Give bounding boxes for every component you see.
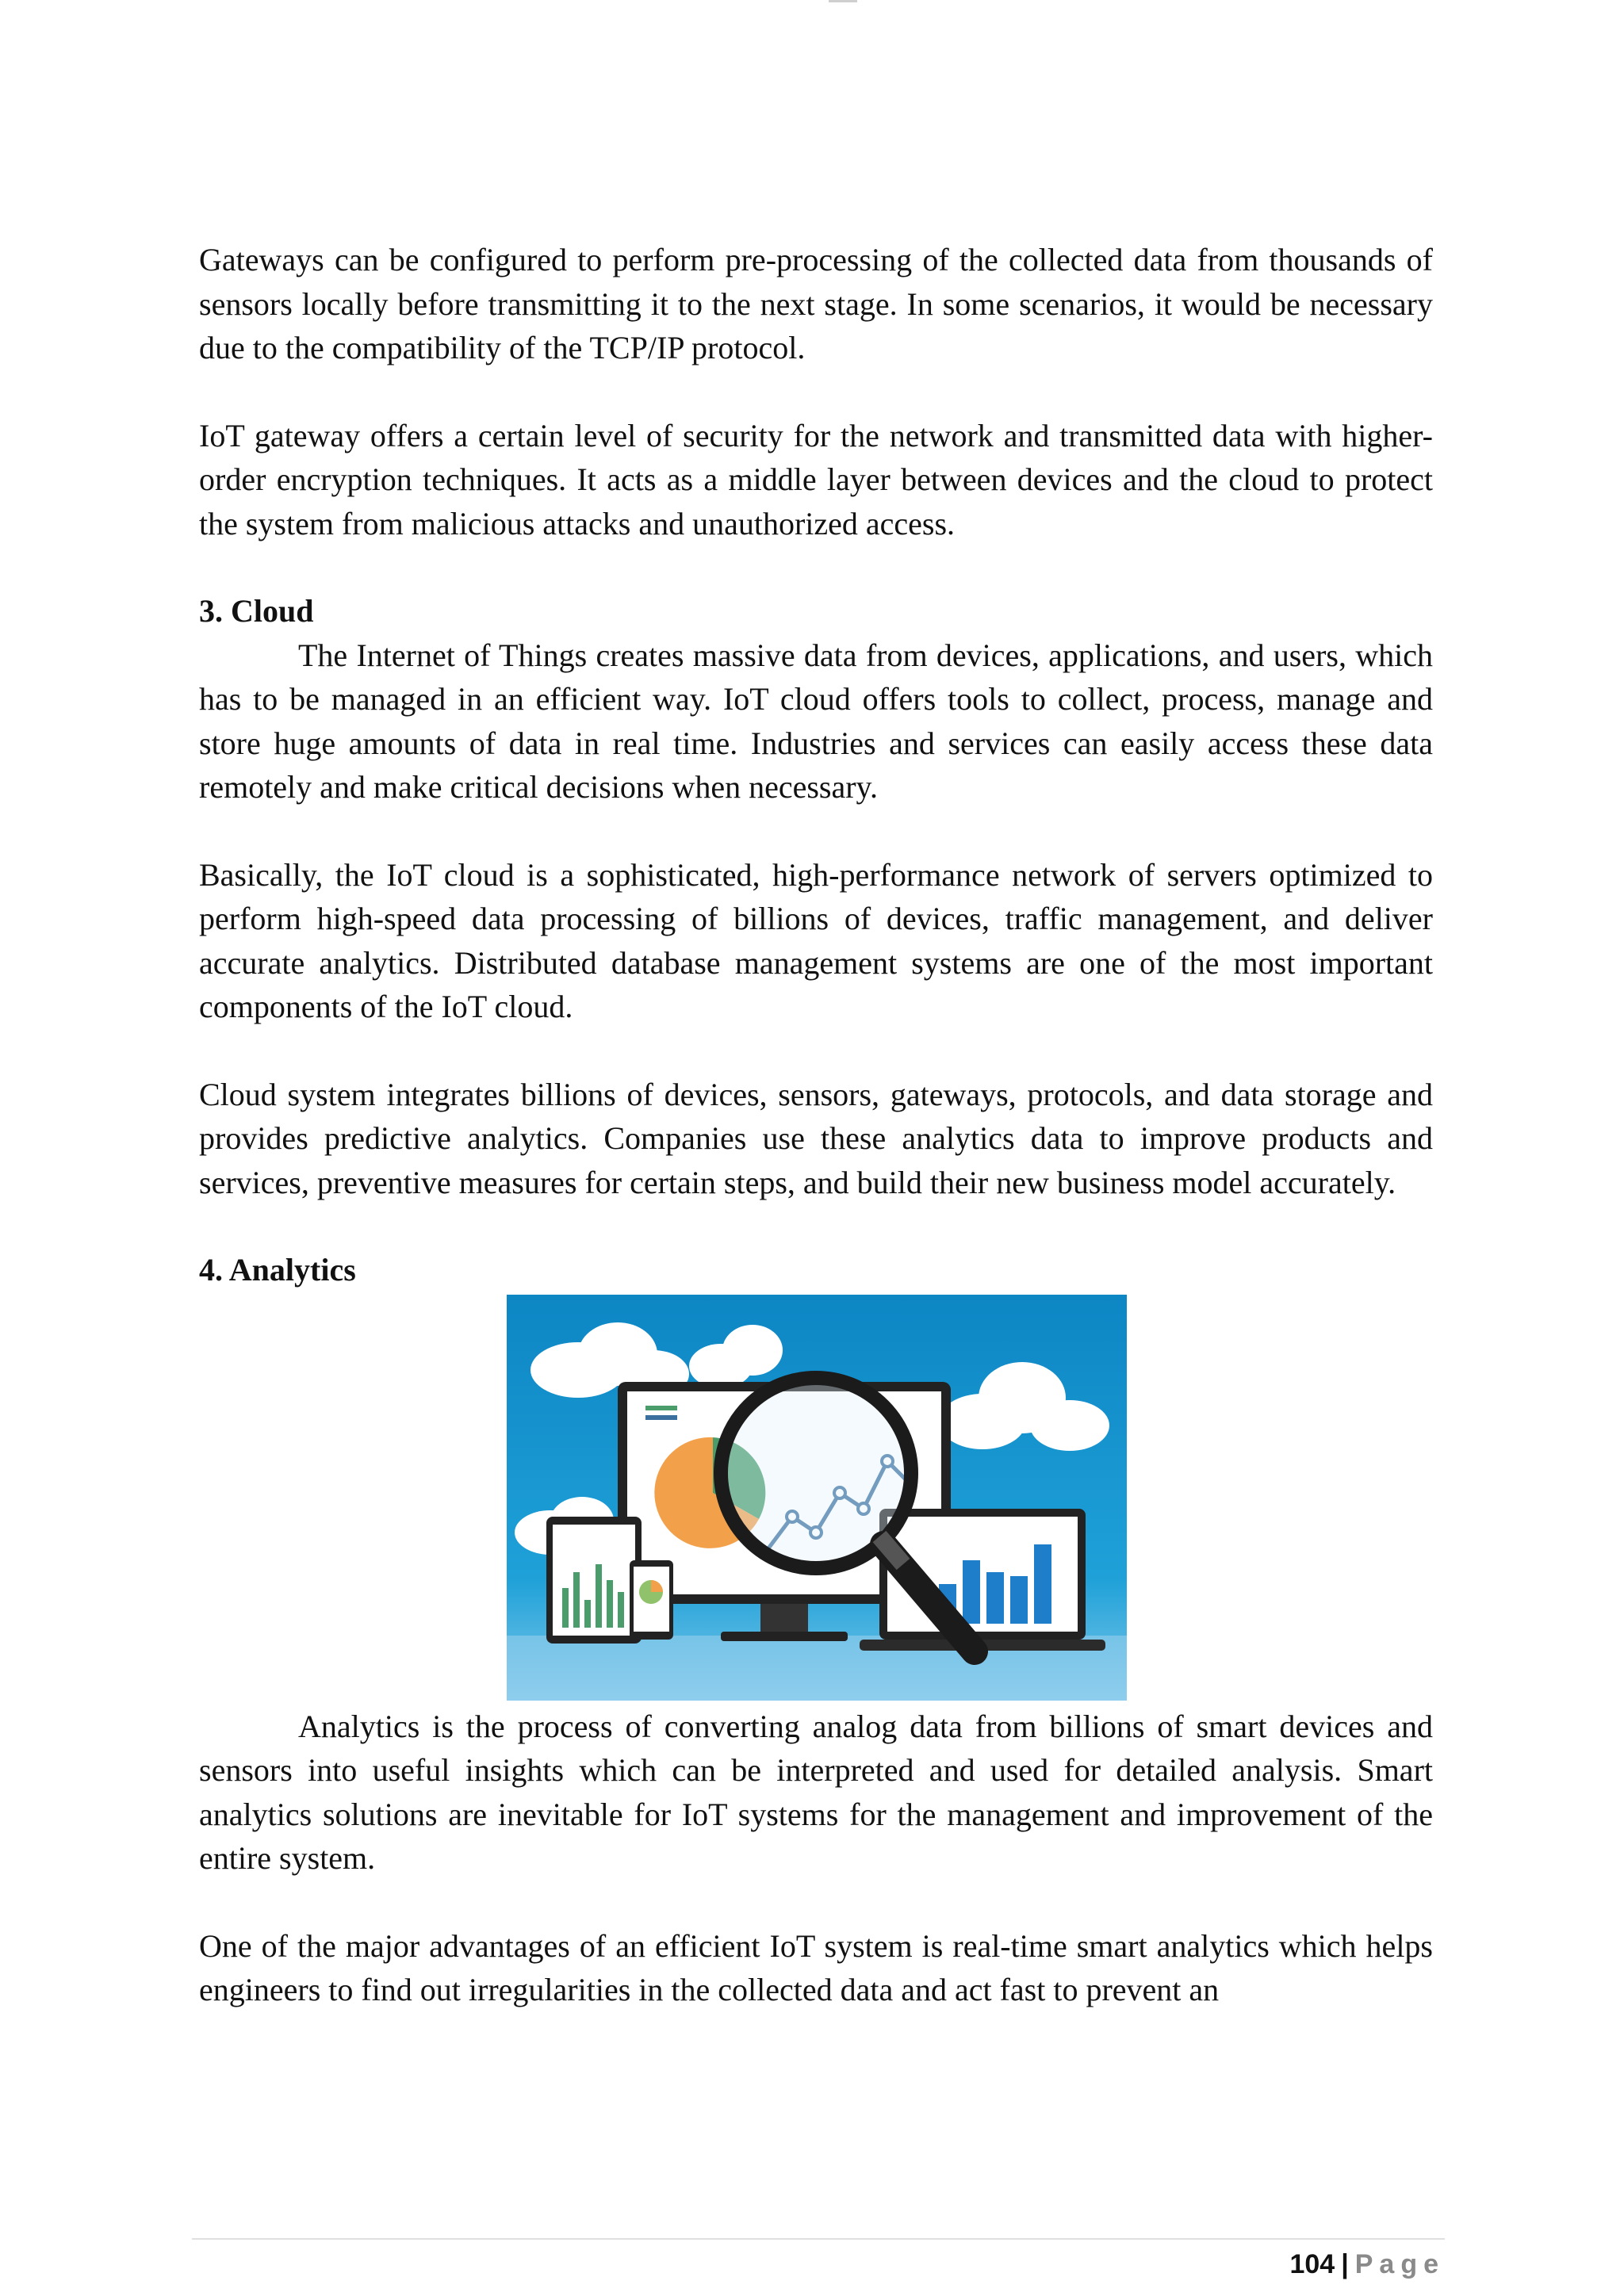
page-number: 104: [1289, 2249, 1335, 2279]
paragraph-analytics-advantages: One of the major advantages of an efficient IoT system is real-time smart analytics which helps engineers to find out irregularities in the collected data and act fast to prevent an: [199, 1927, 1433, 2007]
page-footer: [1289, 2249, 1445, 2280]
analytics-illustration: [507, 1295, 1127, 1701]
figure-container: [199, 1295, 1433, 1701]
paragraph-cloud-integration: Cloud system integrates billions of devices, sensors, gateways, protocols, and data storage and provides predictive analytics. Companies use these analytics data to improve products and services, preventive measures for certain steps, and build their new business model accurately.: [199, 1076, 1433, 1200]
page-content: [199, 238, 1433, 2056]
tablet-icon: [546, 1517, 642, 1644]
paragraph-cloud-intro: The Internet of Things creates massive data from devices, applications, and users, which has to be managed in an efficient way. IoT cloud offers tools to collect, process, manage and store huge amounts of data in real time. Industries and services can easily access these data remotely and make critical decisions when necessary.: [199, 637, 1433, 805]
footer-separator: |: [1341, 2249, 1349, 2279]
phone-icon: [630, 1560, 673, 1640]
page-word: Page: [1354, 2249, 1445, 2279]
paragraph-gateway-preprocessing: Gateways can be configured to perform pre-processing of the collected data from thousands of sensors locally before transmitting it to the next stage. In some scenarios, it would be necessary due to the compatibility of the TCP/IP protocol.: [199, 242, 1433, 365]
header-mark: [829, 0, 857, 2]
heading-cloud: 3. Cloud: [199, 593, 314, 629]
paragraph-analytics-definition: Analytics is the process of converting analog data from billions of smart devices and sensors into useful insights which can be interpreted and used for detailed analysis. Smart analytics solutions are inevitable for IoT systems for the management and improvement of the entire system.: [199, 1708, 1433, 1876]
heading-analytics: 4. Analytics: [199, 1252, 356, 1288]
paragraph-cloud-network: Basically, the IoT cloud is a sophisticated, high-performance network of servers optimized to perform high-speed data processing of billions of devices, traffic management, and deliver accurate analytics. Distributed database management systems are one of the most important components of the IoT cloud.: [199, 856, 1433, 1024]
footer-divider: [192, 2238, 1445, 2240]
paragraph-gateway-security: IoT gateway offers a certain level of security for the network and transmitted data with higher-order encryption techniques. It acts as a middle layer between devices and the cloud to protect the system from malicious attacks and unauthorized access.: [199, 417, 1433, 541]
